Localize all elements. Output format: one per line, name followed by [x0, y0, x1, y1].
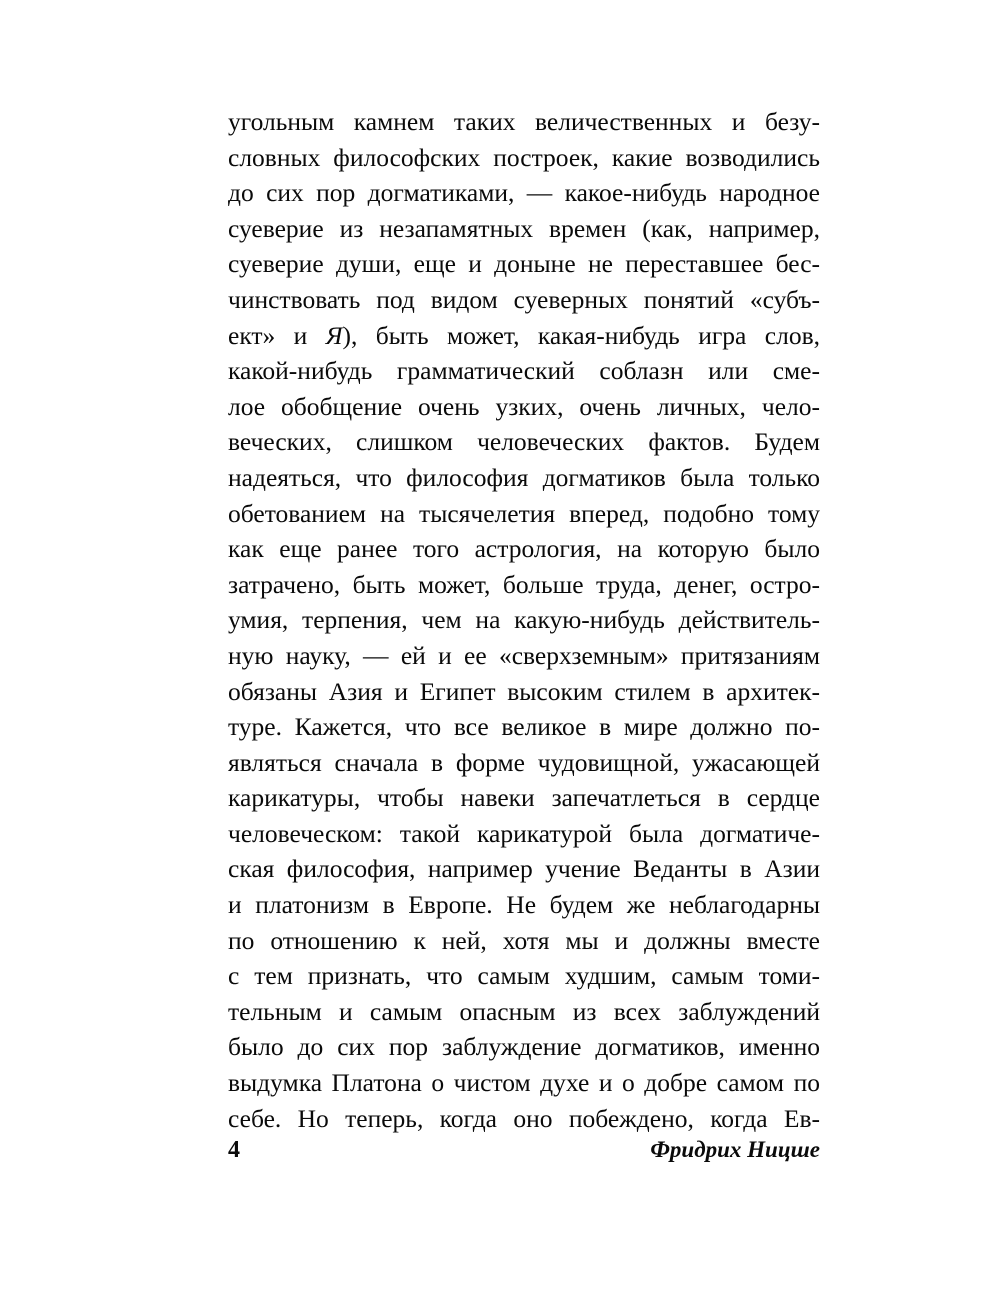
text-line: ская философия, например учение Веданты в Азии [228, 854, 820, 884]
text-line: себе. Но теперь, когда оно побеждено, когда Ев- [228, 1103, 820, 1133]
text-line: туре. Кажется, что все великое в мире должно по- [228, 712, 820, 742]
page-footer [228, 1132, 820, 1168]
text-line: словных философских построек, какие возводились [228, 142, 820, 172]
text-line: какой-нибудь грамматический соблазн или сме- [228, 356, 820, 386]
text-line: и платонизм в Европе. Не будем же неблагодарны [228, 890, 820, 920]
page-number: 4 [228, 1137, 240, 1163]
text-line: как еще ранее того астрология, на которую было [228, 534, 820, 564]
text-line: карикатуры, чтобы навеки запечатлеться в сердце [228, 783, 820, 813]
text-line: лое обобщение очень узких, очень личных, чело- [228, 391, 820, 421]
text-line: до сих пор догматиками, — какое-нибудь народное [228, 178, 820, 208]
text-line: было до сих пор заблуждение догматиков, именно [228, 1032, 820, 1062]
running-head-author: Фридрих Ницше [650, 1137, 820, 1162]
text-line: выдумка Платона о чистом духе и о добре самом по [228, 1068, 820, 1098]
body-text [228, 104, 820, 1136]
text-line: надеяться, что философия догматиков была только [228, 462, 820, 492]
text-line: угольным камнем таких величественных и безу- [228, 107, 820, 136]
text-line: тельным и самым опасным из всех заблуждений [228, 996, 820, 1026]
text-line: являться сначала в форме чудовищной, ужасающей [228, 747, 820, 777]
text-line: по отношению к ней, хотя мы и должны вместе [228, 925, 820, 955]
text-line: ную науку, — ей и ее «сверхземным» притязаниям [228, 640, 820, 670]
text-line: затрачено, быть может, больше труда, денег, остро- [228, 569, 820, 599]
text-line: суеверие из незапамятных времен (как, например, [228, 213, 820, 243]
text-line: обязаны Азия и Египет высоким стилем в архитек- [228, 676, 820, 706]
text-line: суеверие души, еще и доныне не переставшее бес- [228, 249, 820, 279]
text-line: чинствовать под видом суеверных понятий «субъ- [228, 284, 820, 314]
text-line: ект» и Я), быть может, какая-нибудь игра слов, [228, 320, 820, 350]
text-line: обетованием на тысячелетия вперед, подобно тому [228, 498, 820, 528]
text-line: с тем признать, что самым худшим, самым томи- [228, 961, 820, 991]
text-line: умия, терпения, чем на какую-нибудь действитель- [228, 605, 820, 635]
text-line: веческих, слишком человеческих фактов. Будем [228, 427, 820, 457]
italic-pronoun: Я [325, 320, 343, 350]
text-line: человеческом: такой карикатурой была догматиче- [228, 818, 820, 848]
